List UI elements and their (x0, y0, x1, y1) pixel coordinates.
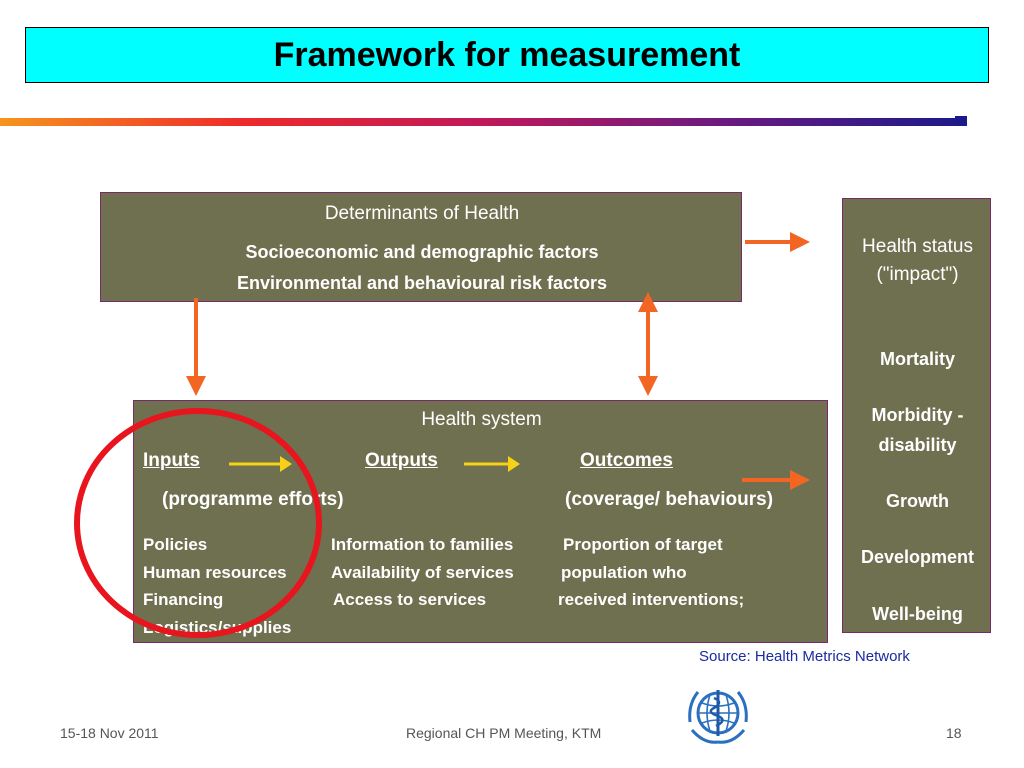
determinants-title: Determinants of Health (324, 203, 520, 224)
health-system-title: Health system (421, 409, 542, 430)
status-item-growth: Growth (886, 491, 949, 511)
footer-date: 15-18 Nov 2011 (60, 725, 159, 741)
status-item-development: Development (860, 547, 975, 567)
outputs-heading: Outputs (365, 450, 438, 471)
list-item: Access to services (333, 590, 487, 609)
determinants-line-socioeconomic: Socioeconomic and demographic factors (245, 242, 599, 262)
coverage-label: (coverage/ behaviours) (565, 489, 774, 510)
source-citation: Source: Health Metrics Network (699, 648, 910, 665)
footer-meeting: Regional CH PM Meeting, KTM (406, 725, 602, 741)
status-item-morbidity: Morbidity - (871, 405, 964, 425)
list-item: population who (561, 562, 687, 582)
list-item: received interventions; (558, 590, 745, 609)
list-item: Policies (143, 535, 208, 554)
status-item-mortality: Mortality (879, 349, 955, 369)
list-item: Logistics/supplies (143, 617, 292, 637)
arrowhead-inputs-to-outputs (280, 456, 292, 472)
slide-title: Framework for measurement (273, 35, 741, 74)
footer-page-number: 18 (946, 725, 962, 741)
highlight-circle (77, 411, 319, 635)
status-item-disability: disability (878, 435, 957, 455)
arrowhead-outputs-to-outcomes (508, 456, 520, 472)
list-item: Information to families (331, 535, 514, 554)
health-status-heading: Health status ("impact") (862, 236, 973, 285)
list-item: Human resources (143, 562, 287, 582)
outcomes-heading: Outcomes (580, 450, 673, 471)
who-logo-icon (684, 682, 752, 748)
programme-efforts-label: (programme efforts) (162, 489, 344, 510)
inputs-heading: Inputs (143, 450, 200, 471)
list-item: Availability of services (331, 562, 514, 582)
list-item: Proportion of target (563, 535, 723, 554)
list-item: Financing (143, 590, 224, 609)
determinants-line-environmental: Environmental and behavioural risk factors (236, 273, 608, 293)
status-item-wellbeing: Well-being (872, 604, 963, 624)
